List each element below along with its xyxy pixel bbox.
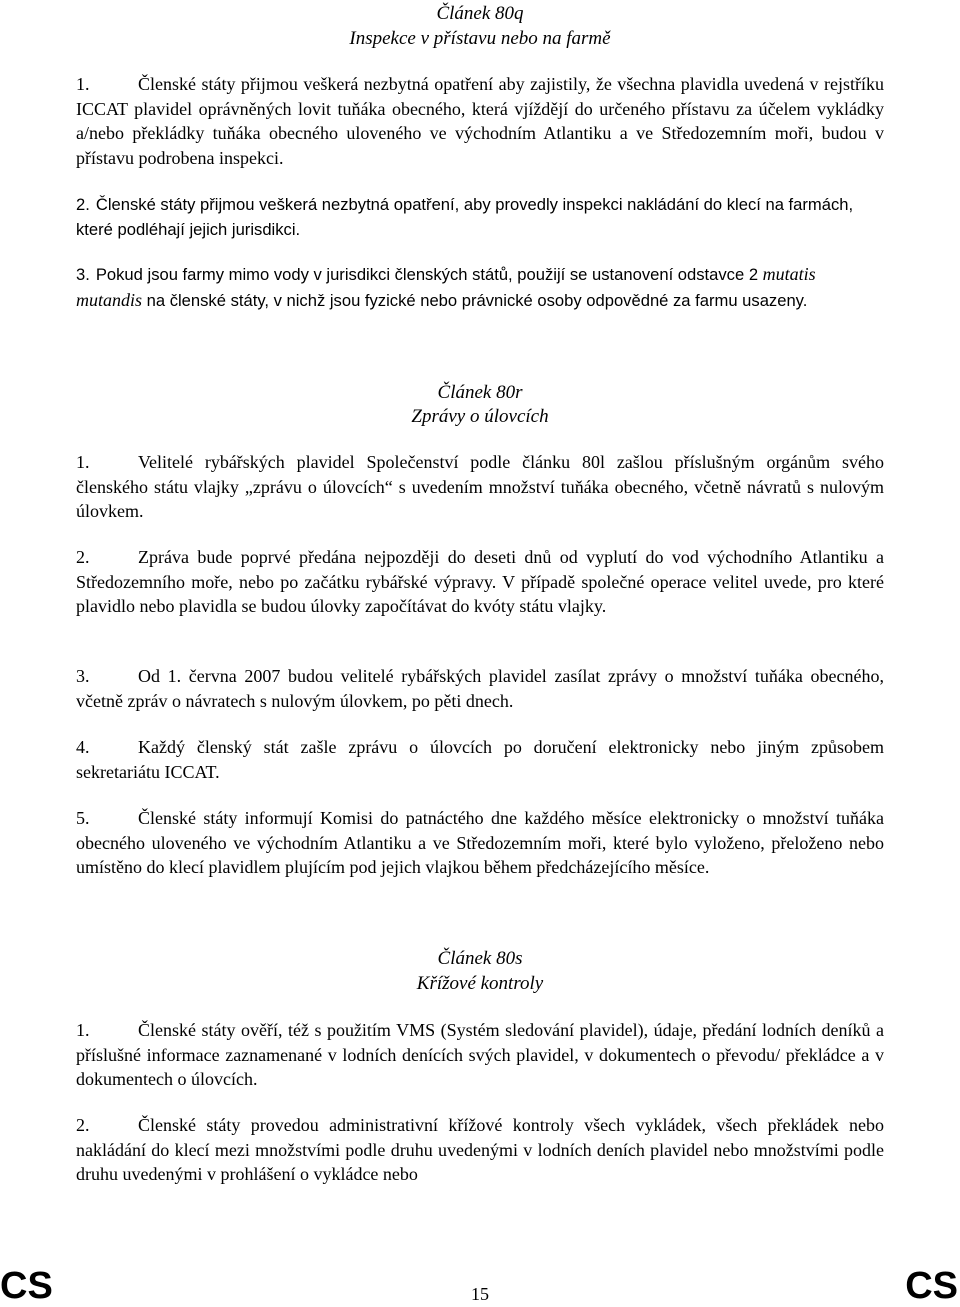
footer-language-right: CS: [905, 1265, 958, 1307]
article-80s-paragraph-1: [76, 1018, 884, 1092]
paragraph-text: Od 1. června 2007 budou velitelé rybářských plavidel zasílat zprávy o množství tuňáka obecného, včetně zpráv o návratech s nulovým úlovkem, po pěti dnech.: [76, 666, 884, 711]
paragraph-number: 5.: [76, 808, 90, 828]
article-80s-paragraph-2: [76, 1113, 884, 1187]
article-80q-paragraph-2: [76, 193, 884, 242]
article-80q-paragraph-3: [76, 262, 884, 313]
paragraph-text-before: Pokud jsou farmy mimo vody v jurisdikci členských států, použijí se ustanovení odstavce 2: [95, 265, 763, 284]
paragraph-number: 3.: [76, 666, 90, 686]
article-80r-paragraph-1: [76, 450, 884, 524]
paragraph-number: 1.: [76, 1020, 90, 1040]
paragraph-text: Každý členský stát zašle zprávu o úlovcích po doručení elektronicky nebo jiným způsobem sekretariátu ICCAT.: [76, 737, 884, 782]
footer-language-left: CS: [0, 1265, 53, 1307]
paragraph-number: 3.: [76, 265, 90, 284]
paragraph-text: Členské státy informují Komisi do patnáctého dne každého měsíce elektronicky o množství tuňáka obecného uloveného ve východním Atlantiku a ve Středozemním moři, které bylo vyloženo, přeloženo nebo umístěno do klecí plavidlem plujícím pod jejich vlajkou během předcházejícího měsíce.: [76, 808, 884, 877]
article-80r-number: Článek 80r: [437, 382, 523, 403]
paragraph-number: 2.: [76, 1115, 90, 1135]
article-80q-paragraph-1: [76, 72, 884, 170]
article-80q-number: Článek 80q: [436, 3, 524, 24]
paragraph-text-italic: mutatis mutandis: [76, 264, 816, 310]
article-80r-paragraph-4: [76, 735, 884, 784]
paragraph-number: 4.: [76, 737, 90, 757]
paragraph-text: Členské státy přijmou veškerá nezbytná opatření aby zajistily, že všechna plavidla uvedená v rejstříku ICCAT plavidel oprávněných lovit tuňáka obecného, která vjíždějí do určeného přístavu za účelem vykládky a/nebo překládky tuňáka obecného uloveného ve východním Atlantiku a ve Středozemním moři, budou v přístavu podrobena inspekci.: [76, 74, 884, 168]
footer-page-number: 15: [471, 1284, 489, 1304]
paragraph-text: Zpráva bude poprvé předána nejpozději do deseti dnů od vyplutí do vod východního Atlantiku a Středozemního moře, nebo po začátku rybářské výpravy. V případě společné operace velitel uvede, pro které plavidlo nebo plavidla se budou úlovky započítávat do kvóty státu vlajky.: [76, 547, 884, 616]
paragraph-text: Velitelé rybářských plavidel Společenství podle článku 80l zašlou příslušným orgánům svého členského státu vlajky „zprávu o úlovcích“ s uvedením množství tuňáka obecného, včetně návratů s nulovým úlovkem.: [76, 452, 884, 521]
paragraph-text-after: na členské státy, v nichž jsou fyzické nebo právnické osoby odpovědné za farmu usazeny.: [142, 290, 808, 310]
paragraph-text: Členské státy ověří, též s použitím VMS (Systém sledování plavidel), údaje, předání lodních deníků a příslušné informace zaznamenané v lodních denících svých plavidel, v dokumentech o převodu/ překládce a v dokumentech o úlovcích.: [76, 1020, 884, 1089]
paragraph-number: 1.: [76, 74, 90, 94]
article-80r-paragraph-2: [76, 545, 884, 619]
article-80s-number: Článek 80s: [437, 948, 523, 969]
paragraph-number: 1.: [76, 452, 90, 472]
paragraph-number: 2.: [76, 547, 90, 567]
paragraph-number: 2.: [76, 195, 90, 214]
article-80r-title: Zprávy o úlovcích: [411, 406, 549, 427]
article-80s-title: Křížové kontroly: [416, 973, 544, 994]
paragraph-text: Členské státy přijmou veškerá nezbytná opatření, aby provedly inspekci nakládání do klecí na farmách, které podléhají jejich jurisdikci.: [76, 195, 854, 239]
article-80r-paragraph-3: [76, 664, 884, 713]
article-80r-paragraph-5: [76, 806, 884, 880]
paragraph-text: Členské státy provedou administrativní křížové kontroly všech vykládek, všech překládek nebo nakládání do klecí mezi množstvími podle druhu uvedenými v lodních deních plavidel nebo množstvími podle druhu uvedenými v prohlášení o vykládce nebo: [76, 1115, 884, 1184]
article-80q-title: Inspekce v přístavu nebo na farmě: [349, 28, 611, 49]
